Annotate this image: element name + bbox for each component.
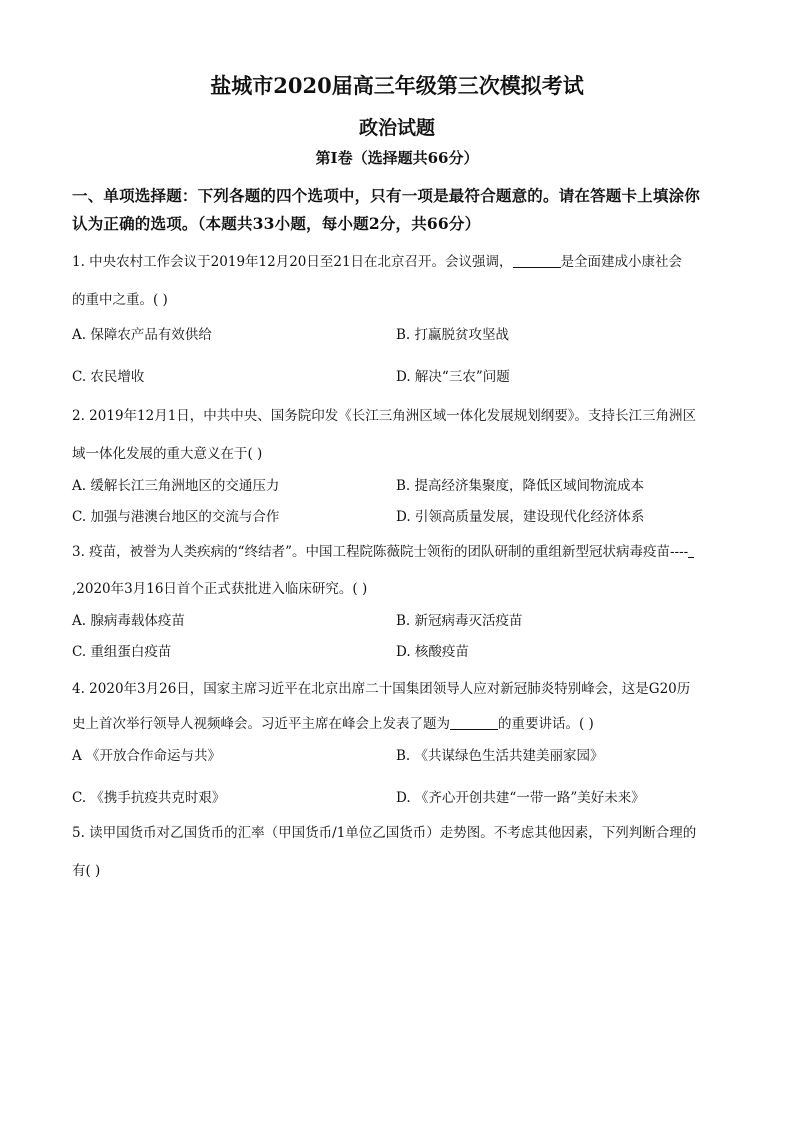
question-3-option-a: A. 腺病毒载体疫苗 — [72, 613, 185, 629]
question-5-line2: 有( ) — [72, 863, 101, 879]
question-1-line2: 的重中之重。( ) — [72, 292, 168, 308]
exam-title: 盐城市2020届高三年级第三次模拟考试 — [210, 73, 584, 98]
exam-volume: 第Ⅰ卷（选择题共66分） — [315, 149, 479, 167]
question-3-option-d: D. 核酸疫苗 — [396, 644, 469, 660]
question-2-line2: 域一体化发展的重大意义在于( ) — [72, 446, 263, 462]
section-instruction-line1: 一、单项选择题：下列各题的四个选项中，只有一项是最符合题意的。请在答题卡上填涂你 — [72, 186, 701, 205]
exam-subject: 政治试题 — [358, 117, 435, 139]
question-3-line1: 3. 疫苗，被誉为人类疾病的“终结者”。中国工程院陈薇院士领衔的团队研制的重组新型冠状病毒疫苗---- — [72, 540, 694, 560]
section-instruction-line2: 认为正确的选项。（本题共33小题，每小题2分，共66分） — [72, 214, 481, 233]
question-1-option-c: C. 农民增收 — [72, 369, 145, 385]
answer-blank — [513, 253, 561, 268]
question-4-option-c: C. 《携手抗疫共克时艰》 — [72, 790, 226, 806]
answer-blank — [450, 715, 498, 730]
question-1-option-a: A. 保障农产品有效供给 — [72, 327, 212, 343]
question-1-line1: 1. 中央农村工作会议于2019年12月20日至21日在北京召开。会议强调， 是全面建成小康社会 — [72, 254, 683, 270]
answer-blank — [688, 545, 694, 558]
question-3-option-b: B. 新冠病毒灭活疫苗 — [396, 613, 523, 629]
question-2-option-b: B. 提高经济集聚度，降低区域间物流成本 — [396, 478, 645, 494]
question-2-line1: 2. 2019年12月1日，中共中央、国务院印发《长江三角洲区域一体化发展规划纲要》。支持长江三角洲区 — [72, 408, 697, 424]
question-5-line1: 5. 读甲国货币对乙国货币的汇率（甲国货币/1单位乙国货币）走势图。不考虑其他因素，下列判断合理的 — [72, 825, 697, 841]
question-4-option-d: D. 《齐心开创共建“一带一路”美好未来》 — [396, 790, 645, 806]
question-3-line2: ,2020年3月16日首个正式获批进入临床研究。( ) — [72, 581, 368, 597]
question-4-option-a: A 《开放合作命运与共》 — [72, 748, 222, 764]
question-4-line1: 4. 2020年3月26日，国家主席习近平在北京出席二十国集团领导人应对新冠肺炎特别峰会，这是G20历 — [72, 681, 691, 697]
question-3-option-c: C. 重组蛋白疫苗 — [72, 644, 172, 660]
question-4-option-b: B. 《共谋绿色生活共建美丽家园》 — [396, 748, 604, 764]
question-2-option-d: D. 引领高质量发展，建设现代化经济体系 — [396, 509, 645, 525]
question-2-option-a: A. 缓解长江三角洲地区的交通压力 — [72, 478, 280, 494]
question-4-line2: 史上首次举行领导人视频峰会。习近平主席在峰会上发表了题为 的重要讲话。( ) — [72, 716, 594, 732]
question-1-option-d: D. 解决“三农”问题 — [396, 369, 510, 385]
question-1-option-b: B. 打赢脱贫攻坚战 — [396, 327, 510, 343]
question-2-option-c: C. 加强与港澳台地区的交流与合作 — [72, 509, 280, 525]
